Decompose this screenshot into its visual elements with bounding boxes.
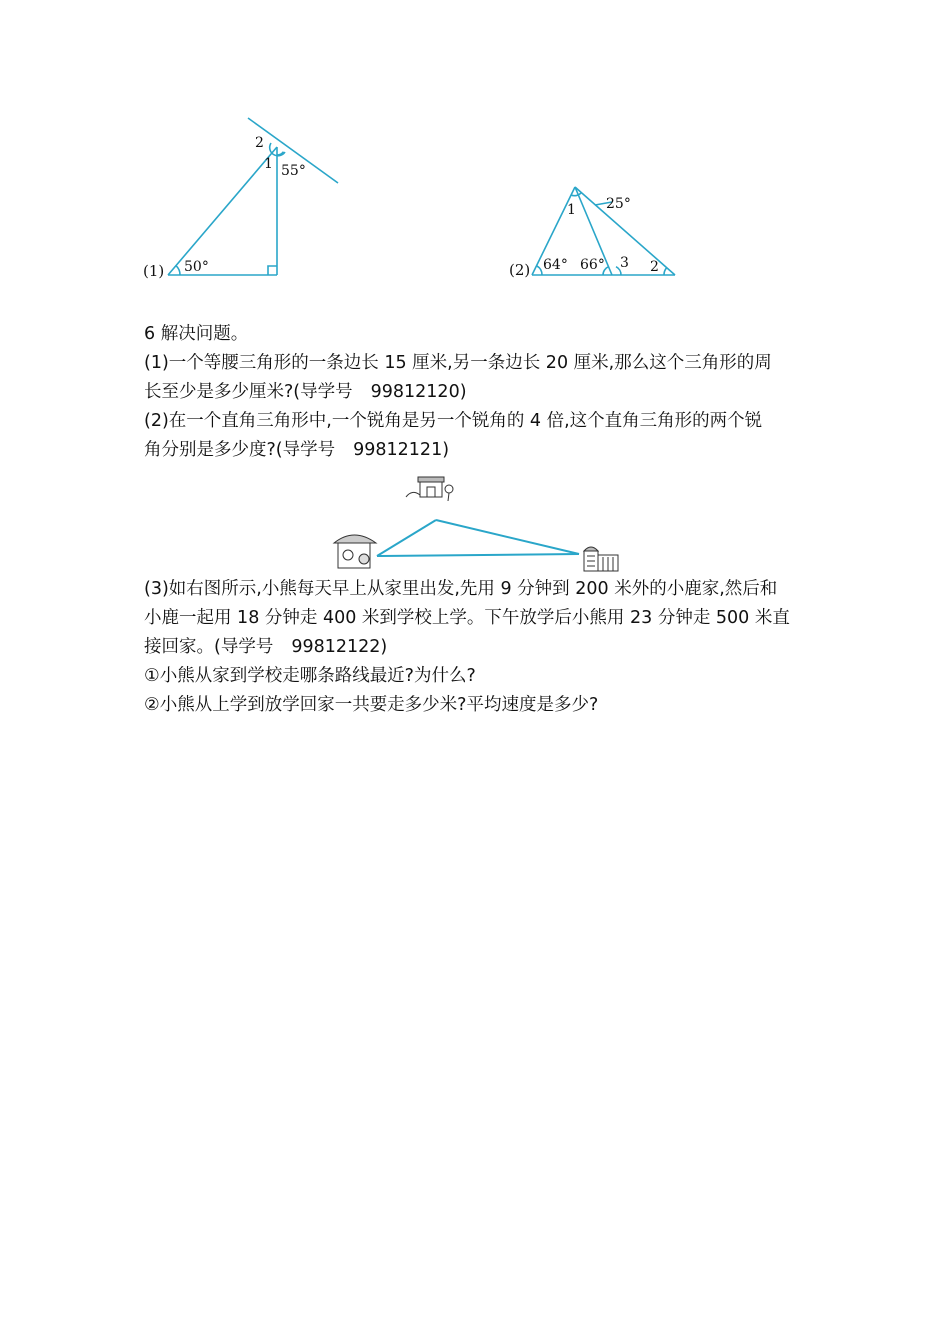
fig2-angle-66-label: 66° bbox=[580, 257, 605, 273]
q3-line-3 bbox=[144, 633, 814, 662]
q3-sub-question-2: ②小熊从上学到放学回家一共要走多少米?平均速度是多少? bbox=[144, 695, 599, 715]
q3-line-2: 小鹿一起用 18 分钟走 400 米到学校上学。下午放学后小熊用 23 分钟走 500 米直 bbox=[144, 608, 790, 628]
fig2-angle-64-label: 64° bbox=[543, 257, 568, 273]
q2-line-1: (2)在一个直角三角形中,一个锐角是另一个锐角的 4 倍,这个直角三角形的两个锐 bbox=[144, 411, 763, 431]
fig1-angle-50-label: 50° bbox=[184, 259, 209, 275]
q3-text: 接回家。(导学号 bbox=[144, 637, 274, 657]
fig1-angle-1-label: 1 bbox=[264, 156, 273, 172]
fig2-angle-2-label: 2 bbox=[650, 259, 659, 275]
q2-line-2 bbox=[144, 436, 814, 465]
q1-code: 99812120) bbox=[370, 382, 467, 402]
bear-house-icon bbox=[334, 535, 376, 568]
fig1-angle-2-label: 2 bbox=[255, 135, 264, 151]
q3-sub-question-1: ①小熊从家到学校走哪条路线最近?为什么? bbox=[144, 666, 476, 686]
fig2-label: (2) bbox=[509, 261, 531, 279]
q1-line-1: (1)一个等腰三角形的一条边长 15 厘米,另一条边长 20 厘米,那么这个三角形的周 bbox=[144, 353, 772, 373]
q2-text: 角分别是多少度?(导学号 bbox=[144, 440, 336, 460]
fig2-angle-25-label: 25° bbox=[606, 196, 631, 212]
figure-1-triangle bbox=[140, 110, 350, 285]
route-illustration bbox=[144, 465, 814, 575]
fig1-label: (1) bbox=[143, 262, 165, 280]
problem-section bbox=[144, 320, 814, 720]
fig1-angle-55-label: 55° bbox=[281, 163, 306, 179]
deer-house-icon bbox=[406, 477, 453, 501]
q3-code: 99812122) bbox=[291, 637, 388, 657]
school-building-icon bbox=[584, 547, 618, 571]
figure-2-triangle bbox=[508, 175, 688, 285]
q1-line-2 bbox=[144, 378, 814, 407]
q1-text: 长至少是多少厘米?(导学号 bbox=[144, 382, 353, 402]
section-heading: 6 解决问题。 bbox=[144, 324, 249, 344]
route-diagram bbox=[144, 465, 814, 575]
q2-code: 99812121) bbox=[353, 440, 450, 460]
q3-line-1: (3)如右图所示,小熊每天早上从家里出发,先用 9 分钟到 200 米外的小鹿家,然后和 bbox=[144, 579, 778, 599]
fig2-angle-1-label: 1 bbox=[567, 202, 576, 218]
fig2-angle-3-label: 3 bbox=[620, 255, 629, 271]
